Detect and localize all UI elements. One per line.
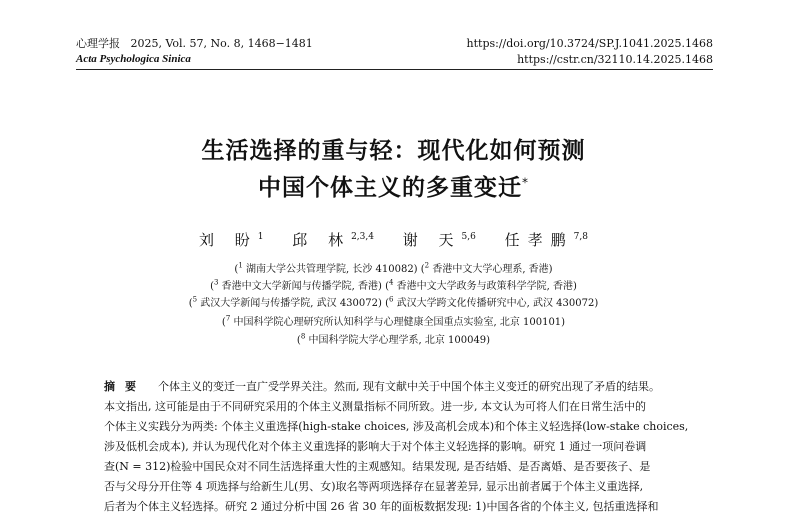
author — [505, 229, 588, 251]
author-name: 任孝鹏 — [504, 231, 574, 249]
abstract-line: 查(N = 312)检验中国民众对不同生活选择重大性的主观感知。结果发现, 是否结婚、是否离婚、是否要孩子、是 — [104, 460, 651, 473]
title-footnote-mark: * — [522, 175, 529, 190]
affiliation-line: ($^8$ 中国科学院大学心理学系, 北京 100049) — [296, 332, 491, 346]
affiliation-line: ($^1$ 湖南大学公共管理学院, 长沙 410082) ($^2$ 香港中文大学心理系, 香港) — [234, 261, 553, 275]
abstract-label: 摘要 — [104, 380, 146, 393]
paper-title-line-2 — [0, 171, 787, 205]
author-affiliation-mark: 7,8 — [573, 232, 588, 242]
abstract-line: 否与父母分开住等 4 项选择与给新生儿(男、女)取名等两项选择存在显著差异, 显示出前者属于个体主义重选择, — [104, 480, 644, 493]
author-name: 邱 林 — [292, 231, 352, 249]
abstract-line: 个体主义实践分为两类: 个体主义重选择(high-stake choices, 涉及高机会成本)和个体主义轻选择(low-stake choices, — [104, 420, 689, 433]
author-name: 谢 天 — [402, 231, 462, 249]
journal-name-en: Acta Psychologica Sinica — [76, 53, 191, 65]
paper-title-line-2-text: 中国个体主义的多重变迁 — [258, 175, 522, 201]
abstract — [104, 377, 690, 517]
doi-link[interactable]: https://doi.org/10.3724/SP.J.1041.2025.1468 — [466, 37, 713, 50]
cstr-link[interactable]: https://cstr.cn/32110.14.2025.1468 — [517, 53, 713, 66]
header-rule — [76, 69, 713, 70]
author-list — [0, 229, 787, 251]
issue-info: 2025, Vol. 57, No. 8, 1468−1481 — [130, 37, 313, 50]
affiliation-line: ($^3$ 香港中文大学新闻与传播学院, 香港) ($^4$ 香港中文大学政务与政策科学学院, 香港) — [210, 278, 577, 292]
author-affiliation-mark: 5,6 — [461, 232, 476, 242]
abstract-line: 本文指出, 这可能是由于不同研究采用的个体主义测量指标不同所致。进一步, 本文认为可将人们在日常生活中的 — [104, 400, 646, 413]
affiliation-line: ($^7$ 中国科学院心理研究所认知科学与心理健康全国重点实验室, 北京 100101) — [221, 314, 566, 328]
paper-title-line-1: 生活选择的重与轻：现代化如何预测 — [201, 138, 586, 164]
abstract-line: 涉及低机会成本), 并认为现代化对个体主义重选择的影响大于对个体主义轻选择的影响。研究 1 通过一项问卷调 — [104, 440, 647, 453]
author-affiliation-mark: 2,3,4 — [351, 232, 374, 242]
author — [199, 229, 264, 251]
journal-name-cn: 心理学报 — [76, 37, 120, 50]
abstract-line: 后者为个体主义轻选择。研究 2 通过分析中国 26 省 30 年的面板数据发现: 1)中国各省的个体主义, 包括重选择和 — [104, 500, 659, 513]
author-name: 刘 盼 — [199, 231, 258, 249]
author-affiliation-mark: 1 — [257, 232, 264, 242]
affiliation-line: ($^5$ 武汉大学新闻与传播学院, 武汉 430072) ($^6$ 武汉大学跨文化传播研究中心, 武汉 430072) — [188, 295, 599, 309]
journal-citation — [76, 36, 313, 51]
abstract-line: 摘要 个体主义的变迁一直广受学界关注。然而, 现有文献中关于中国个体主义变迁的研究出现了矛盾的结果。 — [104, 380, 660, 393]
author — [403, 229, 476, 251]
author — [292, 229, 374, 251]
